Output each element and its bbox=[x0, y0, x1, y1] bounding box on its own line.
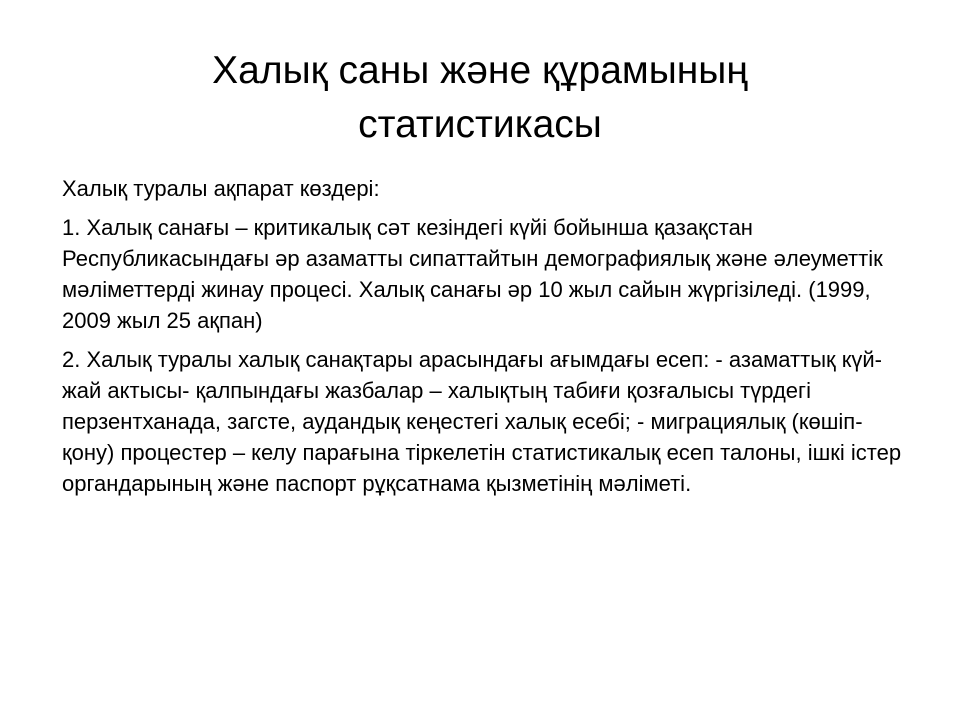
intro-text: Халық туралы ақпарат көздері: bbox=[62, 176, 380, 201]
slide-body bbox=[62, 173, 912, 507]
slide-title-line-1: Халық саны және құрамының bbox=[212, 49, 748, 92]
list-item-current-accounting: 2. Халық туралы халық санақтары арасындағы ағымдағы есеп: - азаматтық күй-жай актысы- қалпындағы жазбалар – халықтың табиғи қозғалысы түрдегі перзентханада, загсте, аудандық кеңестегі халық есебі; - миграциялық (көшіп-қону) процестер – келу парағына тіркелетін статистикалық есеп талоны, ішкі істер органдарының және паспорт рұқсатнама қызметінің мәліметі. bbox=[62, 347, 902, 496]
slide-title-line-2: статистикасы bbox=[358, 103, 602, 146]
list-item-census: 1. Халық санағы – критикалық сәт кезіндегі күйі бойынша қазақстан Республикасындағы әр азаматты сипаттайтын демографиялық және әлеуметтік мәліметтерді жинау процесі. Халық санағы әр 10 жыл сайын жүргізіледі. (1999, 2009 жыл 25 ақпан) bbox=[62, 215, 883, 333]
slide-title bbox=[60, 44, 900, 152]
